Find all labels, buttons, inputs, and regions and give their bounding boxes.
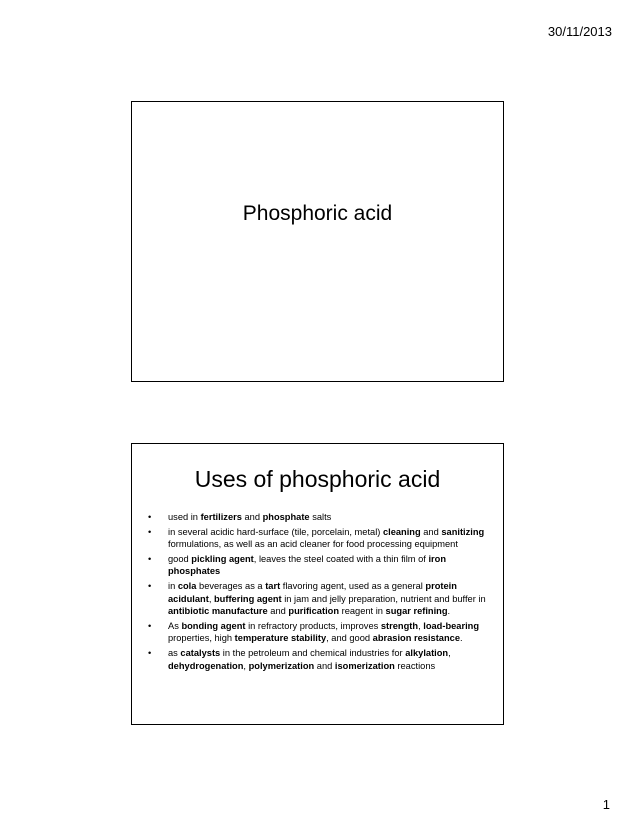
- bullet-bold-term: phosphate: [262, 512, 310, 522]
- bullet-bold-term: bonding agent: [181, 620, 246, 631]
- bullet-bold-term: cola: [177, 580, 197, 591]
- handout-date: 30/11/2013: [547, 24, 612, 39]
- bullet-text: formulations, as well as an acid cleaner for food processing equipment: [168, 539, 458, 550]
- bullet-text: ,: [418, 620, 424, 631]
- bullet-marker: •: [148, 512, 152, 522]
- bullet-bold-term: temperature stability: [234, 633, 327, 644]
- bullet-text: and: [314, 660, 335, 671]
- bullet-text: in jam and jelly preparation, nutrient and buffer in: [281, 593, 486, 604]
- bullet-text: reactions: [394, 660, 436, 671]
- bullet-text: in: [168, 580, 178, 591]
- slide-2-title: Uses of phosphoric acid: [194, 466, 441, 492]
- slide-1-frame: [131, 101, 504, 382]
- bullet-marker: •: [148, 647, 152, 658]
- bullet-bold-term: pickling agent: [191, 553, 254, 564]
- bullet-text: ,: [448, 647, 451, 658]
- bullet-text: .: [447, 606, 451, 617]
- bullet-text: and: [420, 526, 442, 537]
- bullet-bold-term: sugar refining: [385, 606, 448, 617]
- uses-bullet-item: [140, 620, 489, 645]
- bullet-bold-term: strength: [380, 620, 419, 631]
- bullet-text: and: [241, 512, 263, 522]
- uses-bullet-item: [140, 647, 489, 672]
- uses-bullet-item: [140, 526, 489, 551]
- bullet-bold-term: load-bearing: [423, 620, 480, 631]
- bullet-text: salts: [309, 512, 332, 522]
- bullet-bold-term: purification: [288, 606, 340, 617]
- bullet-bold-term: catalysts: [180, 647, 221, 658]
- slide-2-frame: [131, 443, 504, 725]
- bullet-text: properties, high: [168, 633, 235, 644]
- bullet-text: ,: [208, 593, 214, 604]
- bullet-text: as: [168, 647, 181, 658]
- bullet-marker: •: [148, 580, 152, 591]
- bullet-bold-term: tart: [265, 580, 281, 591]
- bullet-bold-term: abrasion resistance: [372, 633, 460, 644]
- bullet-text: As: [168, 620, 182, 631]
- bullet-text: ,: [243, 660, 249, 671]
- slide-1-title: Phosphoric acid: [242, 202, 393, 225]
- uses-bullet-item: [140, 553, 489, 578]
- bullet-bold-term: polymerization: [248, 660, 315, 671]
- bullet-text: , leaves the steel coated with a thin film of: [253, 553, 429, 564]
- bullet-text: in the petroleum and chemical industries for: [220, 647, 406, 658]
- bullet-text: in several acidic hard-surface (tile, porcelain, metal): [168, 526, 383, 537]
- bullet-bold-term: cleaning: [382, 526, 421, 537]
- bullet-bold-term: iron phosphates: [168, 553, 447, 577]
- uses-bullet-list: [140, 511, 489, 674]
- bullet-text: in refractory products, improves: [245, 620, 381, 631]
- bullet-text: , and good: [326, 633, 373, 644]
- bullet-text: flavoring agent, used as a general: [280, 580, 426, 591]
- bullet-bold-term: antibiotic manufacture: [168, 606, 268, 617]
- bullet-marker: •: [148, 620, 152, 631]
- bullet-bold-term: isomerization: [334, 660, 395, 671]
- page-number: 1: [602, 797, 610, 812]
- bullet-bold-term: fertilizers: [200, 512, 242, 522]
- bullet-text: reagent in: [339, 606, 386, 617]
- bullet-marker: •: [148, 553, 152, 564]
- bullet-text: .: [460, 633, 463, 644]
- bullet-bold-term: alkylation: [405, 647, 449, 658]
- bullet-text: good: [168, 553, 192, 564]
- bullet-text: used in: [168, 512, 201, 522]
- bullet-marker: •: [148, 526, 152, 537]
- uses-bullet-item: [140, 580, 489, 618]
- bullet-bold-term: dehydrogenation: [168, 660, 244, 671]
- bullet-bold-term: buffering agent: [213, 593, 282, 604]
- uses-bullet-item: [140, 511, 489, 524]
- bullet-bold-term: protein acidulant: [168, 580, 457, 604]
- bullet-text: beverages as a: [196, 580, 266, 591]
- bullet-text: and: [267, 606, 289, 617]
- bullet-bold-term: sanitizing: [441, 526, 485, 537]
